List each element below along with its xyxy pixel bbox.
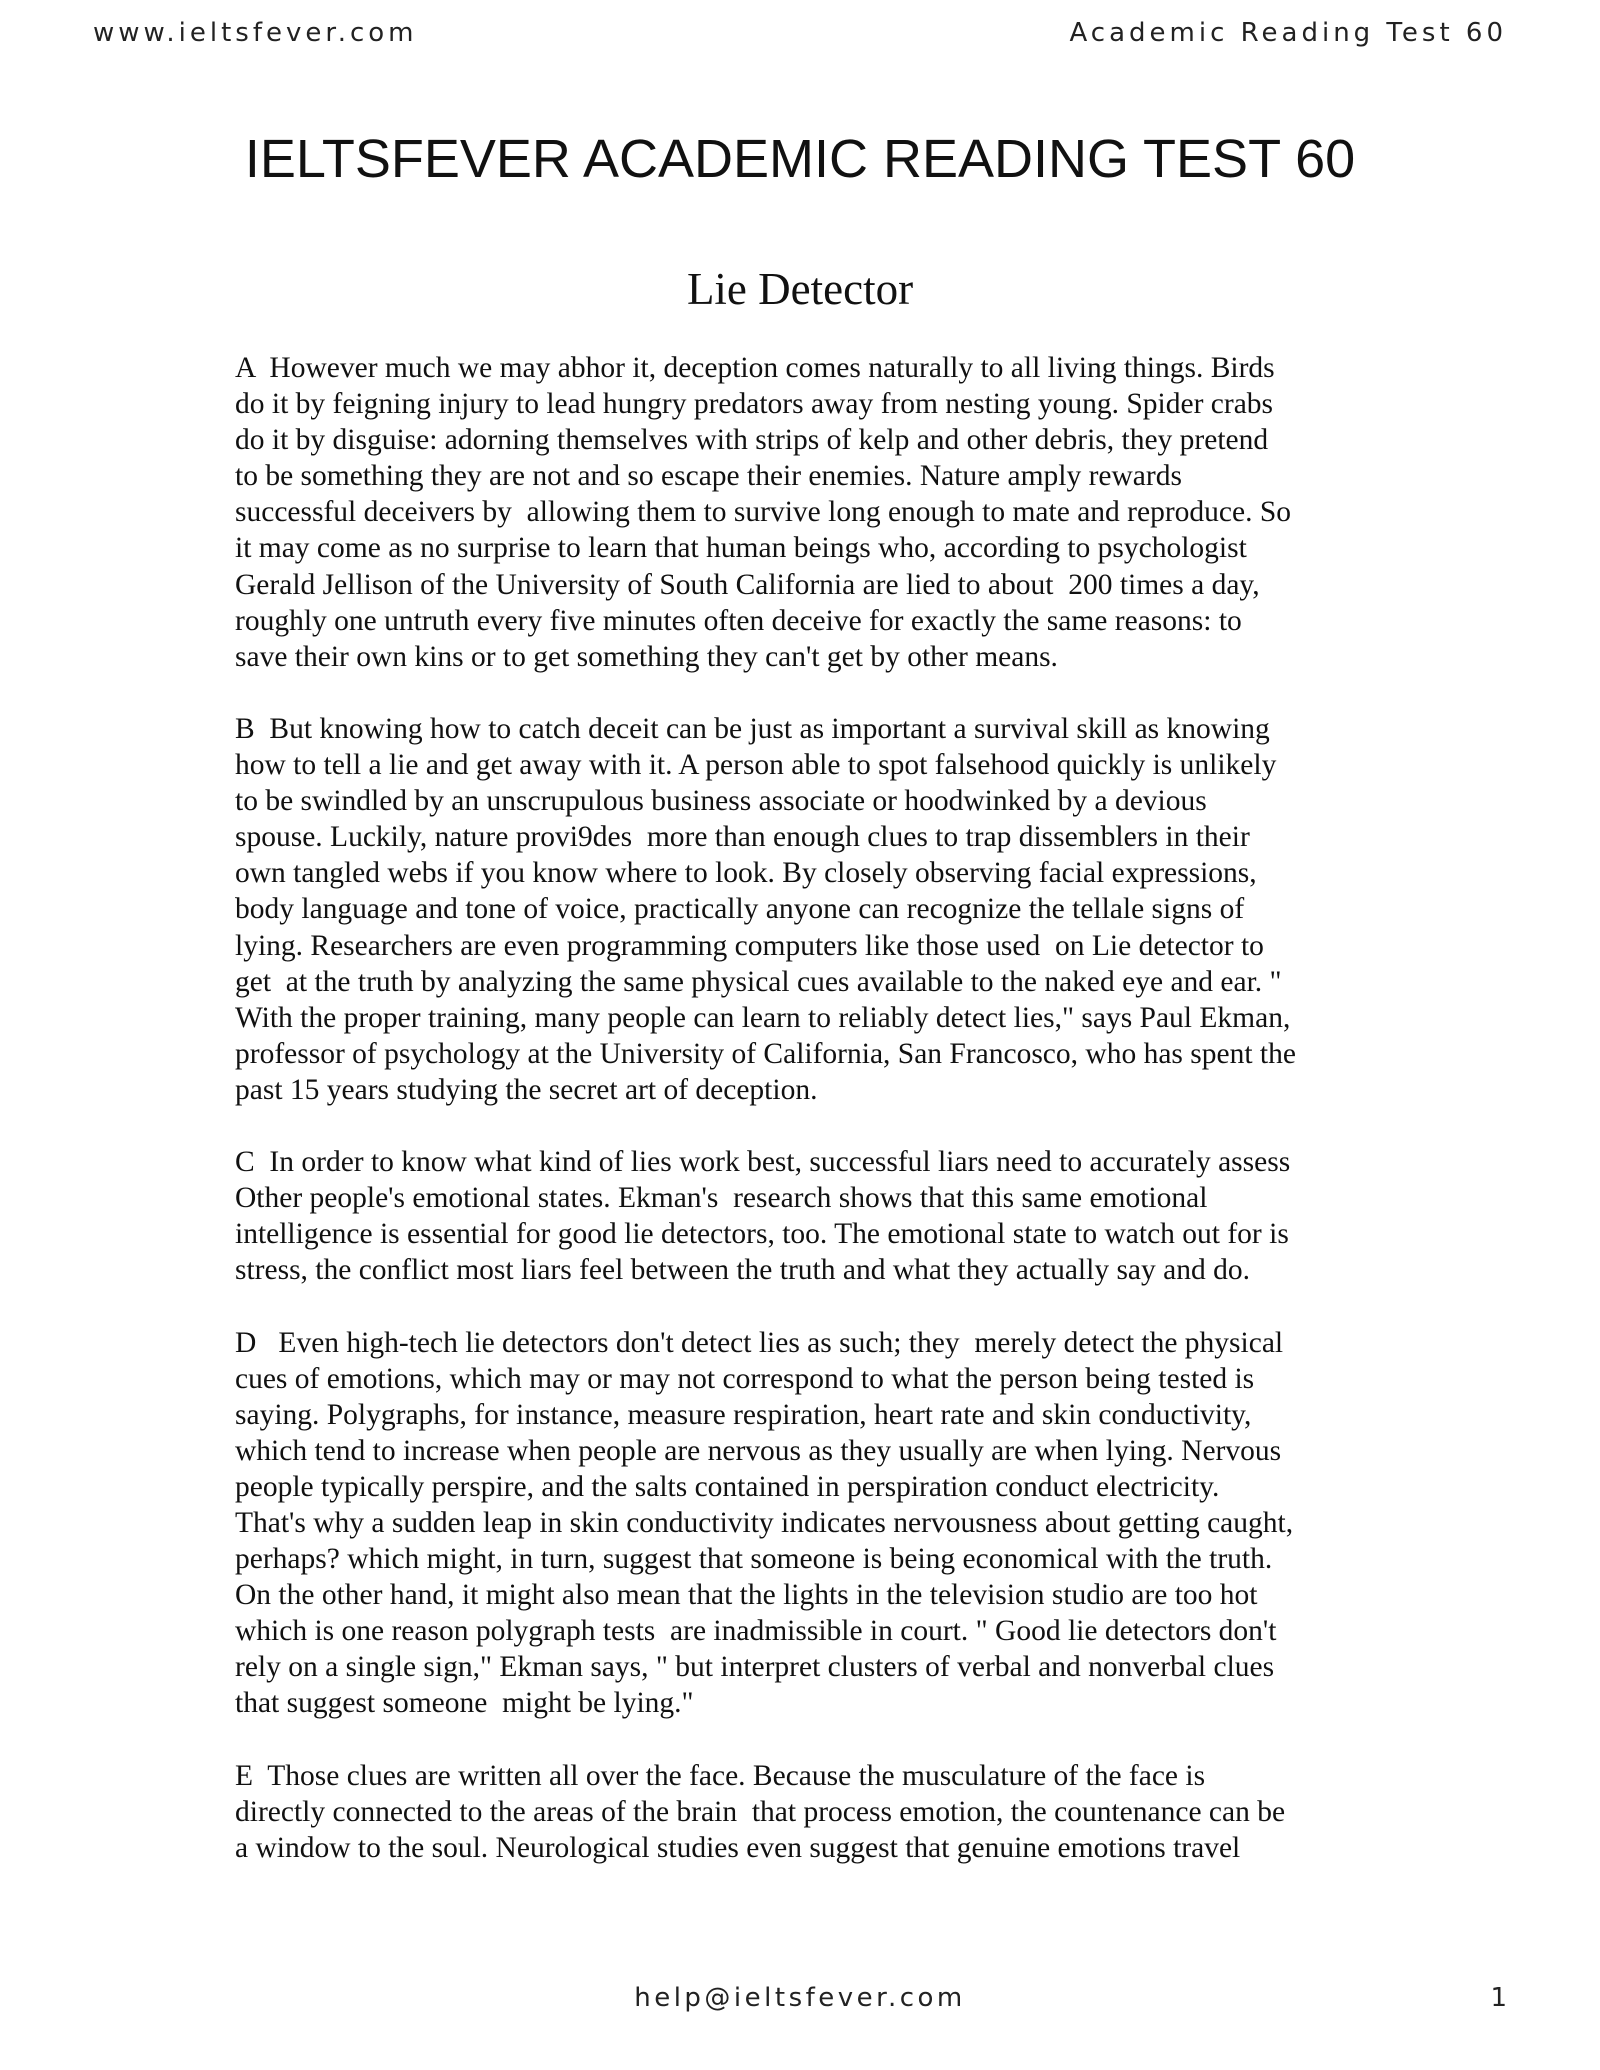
- text-line: it may come as no surprise to learn that human beings who, according to psychologist: [235, 532, 1247, 565]
- text-line: spouse. Luckily, nature provi9des more than enough clues to trap dissemblers in their: [235, 821, 1250, 854]
- text-line: rely on a single sign," Ekman says, " but interpret clusters of verbal and nonverbal clues: [235, 1651, 1275, 1684]
- paragraph-c: [235, 1144, 1385, 1288]
- text-line: On the other hand, it might also mean that the lights in the television studio are too hot: [235, 1579, 1258, 1612]
- footer-email: help@ieltsfever.com: [634, 1983, 966, 2013]
- text-line: a window to the soul. Neurological studies even suggest that genuine emotions travel: [235, 1831, 1241, 1864]
- text-line: With the proper training, many people can learn to reliably detect lies," says Paul Ekman,: [235, 1001, 1291, 1034]
- text-line: stress, the conflict most liars feel between the truth and what they actually say and do.: [235, 1254, 1250, 1287]
- page-number: 1: [1490, 1983, 1507, 2013]
- text-line: saying. Polygraphs, for instance, measure respiration, heart rate and skin conductivity,: [235, 1398, 1252, 1431]
- text-line: directly connected to the areas of the brain that process emotion, the countenance can be: [235, 1795, 1286, 1828]
- text-line: to be something they are not and so escape their enemies. Nature amply rewards: [235, 460, 1182, 493]
- text-line: cues of emotions, which may or may not correspond to what the person being tested is: [235, 1362, 1255, 1395]
- text-line: lying. Researchers are even programming computers like those used on Lie detector to: [235, 929, 1264, 962]
- text-line: get at the truth by analyzing the same physical cues available to the naked eye and ear. ": [235, 965, 1282, 998]
- page-title: IELTSFEVER ACADEMIC READING TEST 60: [244, 129, 1356, 189]
- text-line: professor of psychology at the University of California, San Francosco, who has spent the: [235, 1037, 1296, 1070]
- text-line: to be swindled by an unscrupulous business associate or hoodwinked by a devious: [235, 785, 1207, 818]
- paragraph-e: [235, 1758, 1385, 1866]
- text-line: past 15 years studying the secret art of deception.: [235, 1073, 818, 1106]
- test-name: Academic Reading Test 60: [1069, 18, 1507, 48]
- text-line: people typically perspire, and the salts contained in perspiration conduct electricity.: [235, 1470, 1220, 1503]
- text-line: C In order to know what kind of lies work best, successful liars need to accurately assess: [235, 1146, 1291, 1179]
- text-line: body language and tone of voice, practically anyone can recognize the tellale signs of: [235, 893, 1245, 926]
- text-line: D Even high-tech lie detectors don't detect lies as such; they merely detect the physical: [235, 1326, 1284, 1359]
- text-line: which tend to increase when people are nervous as they usually are when lying. Nervous: [235, 1434, 1282, 1467]
- text-line: own tangled webs if you know where to look. By closely observing facial expressions,: [235, 857, 1257, 890]
- text-line: do it by disguise: adorning themselves with strips of kelp and other debris, they pretend: [235, 424, 1269, 457]
- text-line: successful deceivers by allowing them to survive long enough to mate and reproduce. So: [235, 496, 1291, 529]
- text-line: which is one reason polygraph tests are inadmissible in court. " Good lie detectors don't: [235, 1615, 1277, 1648]
- text-line: intelligence is essential for good lie detectors, too. The emotional state to watch out for is: [235, 1218, 1289, 1251]
- text-line: Gerald Jellison of the University of South California are lied to about 200 times a day,: [235, 568, 1260, 601]
- text-line: roughly one untruth every five minutes often deceive for exactly the same reasons: to: [235, 604, 1242, 637]
- text-line: A However much we may abhor it, deception comes naturally to all living things. Birds: [235, 352, 1275, 384]
- paragraph-d: [235, 1325, 1385, 1722]
- paragraph-b: [235, 711, 1385, 1108]
- website-url: www.ieltsfever.com: [93, 18, 418, 48]
- text-line: E Those clues are written all over the face. Because the musculature of the face is: [235, 1759, 1206, 1792]
- text-line: B But knowing how to catch deceit can be just as important a survival skill as knowing: [235, 712, 1270, 745]
- text-line: that suggest someone might be lying.": [235, 1687, 694, 1720]
- text-line: Other people's emotional states. Ekman's research shows that this same emotional: [235, 1182, 1208, 1215]
- article-title: Lie Detector: [686, 264, 914, 314]
- article-body: [235, 350, 1385, 1902]
- text-line: do it by feigning injury to lead hungry predators away from nesting young. Spider crabs: [235, 388, 1274, 421]
- text-line: save their own kins or to get something they can't get by other means.: [235, 640, 1058, 673]
- text-line: how to tell a lie and get away with it. A person able to spot falsehood quickly is unlikely: [235, 749, 1277, 782]
- paragraph-a: [235, 350, 1385, 675]
- text-line: That's why a sudden leap in skin conductivity indicates nervousness about getting caught,: [235, 1507, 1294, 1539]
- text-line: perhaps? which might, in turn, suggest that someone is being economical with the truth.: [235, 1543, 1273, 1576]
